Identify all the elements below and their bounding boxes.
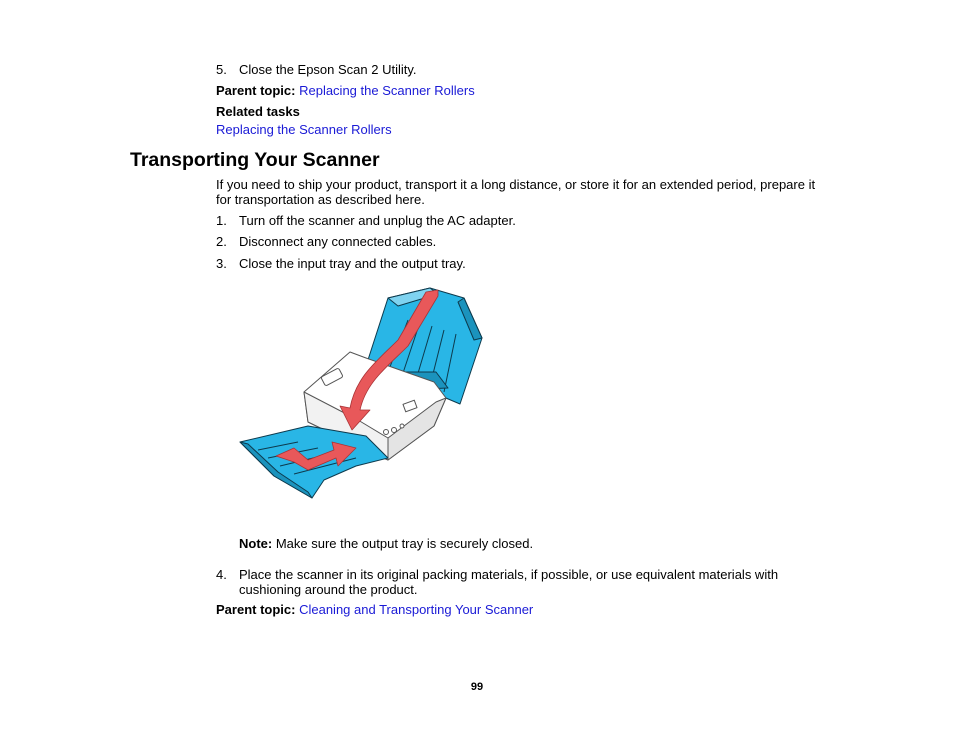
scanner-illustration (238, 280, 498, 505)
step-text: Close the Epson Scan 2 Utility. (239, 62, 417, 77)
section-title: Transporting Your Scanner (130, 149, 380, 171)
note-text: Make sure the output tray is securely closed. (272, 536, 534, 551)
step-number: 2. (216, 234, 227, 249)
note (239, 536, 533, 551)
parent-topic-bottom (216, 602, 533, 617)
step-text: Disconnect any connected cables. (239, 234, 437, 249)
related-tasks-heading: Related tasks (216, 104, 300, 119)
intro-paragraph: If you need to ship your product, transport it a long distance, or store it for an extended period, prepare it for transportation as described here. (216, 177, 816, 207)
step-number: 3. (216, 256, 227, 271)
step-number: 1. (216, 213, 227, 228)
parent-topic-link[interactable]: Cleaning and Transporting Your Scanner (299, 602, 534, 617)
step-text: Close the input tray and the output tray. (239, 256, 466, 271)
parent-topic-label: Parent topic: (216, 83, 296, 98)
step-text: Turn off the scanner and unplug the AC adapter. (239, 213, 516, 228)
related-task-link[interactable]: Replacing the Scanner Rollers (216, 122, 392, 137)
parent-topic-label: Parent topic: (216, 602, 296, 617)
step-number: 5. (216, 62, 227, 77)
related-tasks (216, 122, 392, 137)
parent-topic-link[interactable]: Replacing the Scanner Rollers (299, 83, 475, 98)
step-text: Place the scanner in its original packing materials, if possible, or use equivalent materials with cushioning around the product. (239, 567, 779, 597)
parent-topic (216, 83, 475, 98)
step-number: 4. (216, 567, 227, 582)
note-label: Note: (239, 536, 273, 551)
page-number: 99 (470, 681, 484, 693)
